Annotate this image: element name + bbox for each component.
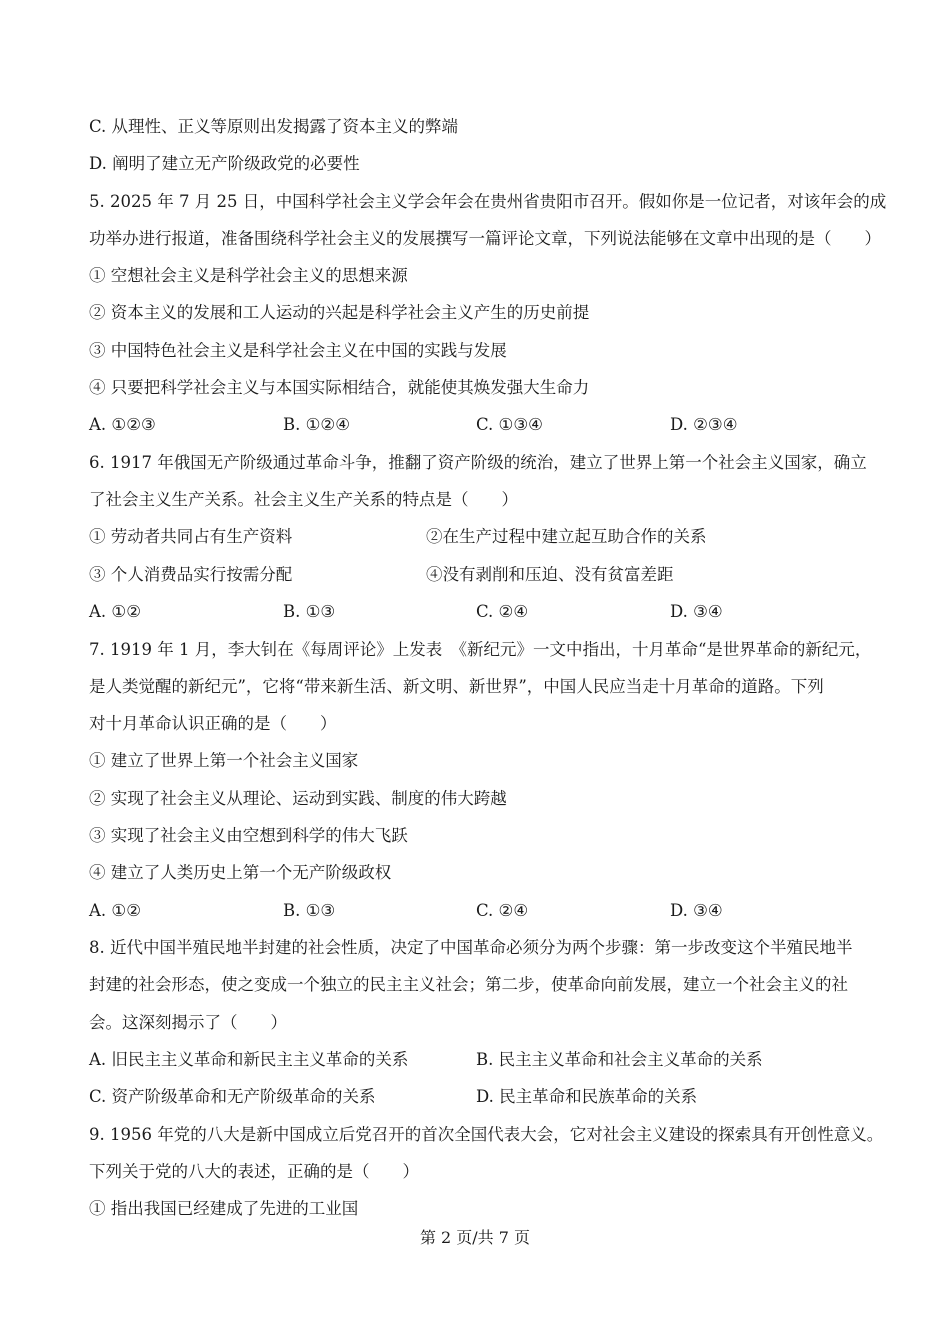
q6-statement-3: ③ 个人消费品实行按需分配	[89, 565, 293, 584]
q8-choice-c: C. 资产阶级革命和无产阶级革命的关系	[89, 1087, 376, 1106]
q4-option-c: C. 从理性、正义等原则出发揭露了资本主义的弊端	[89, 117, 459, 136]
q5-choice-b: B. ①②④	[283, 415, 350, 434]
q7-stem-line3: 对十月革命认识正确的是（ ）	[89, 714, 337, 733]
q8-stem-line2: 封建的社会形态，使之变成一个独立的民主主义社会；第二步，使革命向前发展，建立一个社会主义的社	[89, 975, 848, 994]
q6-statement-1: ① 劳动者共同占有生产资料	[89, 527, 293, 546]
q8-choice-b: B. 民主主义革命和社会主义革命的关系	[476, 1050, 763, 1069]
q7-statement-2: ② 实现了社会主义从理论、运动到实践、制度的伟大跨越	[89, 789, 507, 808]
q5-stem-line2: 功举办进行报道，准备围绕科学社会主义的发展撰写一篇评论文章，下列说法能够在文章中出现的是（ ）	[89, 229, 881, 248]
q5-statement-1: ① 空想社会主义是科学社会主义的思想来源	[89, 266, 408, 285]
q6-stem-line1: 6. 1917 年俄国无产阶级通过革命斗争，推翻了资产阶级的统治，建立了世界上第一个社会主义国家，确立	[89, 453, 867, 472]
q7-stem-line1: 7. 1919 年 1 月，李大钊在《每周评论》上发表 《新纪元》一文中指出，十月革命“是世界革命的新纪元，	[89, 640, 872, 659]
q7-statement-4: ④ 建立了人类历史上第一个无产阶级政权	[89, 863, 392, 882]
q9-stem-line2: 下列关于党的八大的表述，正确的是（ ）	[89, 1162, 419, 1181]
q5-statement-4: ④ 只要把科学社会主义与本国实际相结合，就能使其焕发强大生命力	[89, 378, 590, 397]
q7-stem-line2: 是人类觉醒的新纪元”，它将“带来新生活、新文明、新世界”，中国人民应当走十月革命的道路。下列	[89, 677, 824, 696]
q8-stem-line1: 8. 近代中国半殖民地半封建的社会性质，决定了中国革命必须分为两个步骤：第一步改变这个半殖民地半	[89, 938, 853, 957]
q6-choice-b: B. ①③	[283, 602, 336, 621]
q8-choice-d: D. 民主革命和民族革命的关系	[476, 1087, 698, 1106]
q5-statement-3: ③ 中国特色社会主义是科学社会主义在中国的实践与发展	[89, 341, 507, 360]
q9-stem-line1: 9. 1956 年党的八大是新中国成立后党召开的首次全国代表大会，它对社会主义建设的探索具有开创性意义。	[89, 1125, 884, 1144]
q8-stem-line3: 会。这深刻揭示了（ ）	[89, 1013, 287, 1032]
q6-choice-d: D. ③④	[670, 602, 723, 621]
page-number: 第 2 页/共 7 页	[419, 1228, 531, 1247]
q4-option-d: D. 阐明了建立无产阶级政党的必要性	[89, 154, 360, 173]
q7-statement-1: ① 建立了世界上第一个社会主义国家	[89, 751, 359, 770]
q7-choice-a: A. ①②	[89, 901, 141, 920]
q5-statement-2: ② 资本主义的发展和工人运动的兴起是科学社会主义产生的历史前提	[89, 303, 590, 322]
q9-statement-1: ① 指出我国已经建成了先进的工业国	[89, 1199, 359, 1218]
q6-choice-c: C. ②④	[476, 602, 529, 621]
q5-choice-a: A. ①②③	[89, 415, 156, 434]
q6-stem-line2: 了社会主义生产关系。社会主义生产关系的特点是（ ）	[89, 490, 518, 509]
q6-statement-2: ②在生产过程中建立起互助合作的关系	[426, 527, 707, 546]
q6-choice-a: A. ①②	[89, 602, 141, 621]
q7-choice-d: D. ③④	[670, 901, 723, 920]
q7-choice-c: C. ②④	[476, 901, 529, 920]
q7-choice-b: B. ①③	[283, 901, 336, 920]
q6-statement-4: ④没有剥削和压迫、没有贫富差距	[426, 565, 674, 584]
q5-stem-line1: 5. 2025 年 7 月 25 日，中国科学社会主义学会年会在贵州省贵阳市召开。假如你是一位记者，对该年会的成	[89, 192, 887, 211]
q5-choice-d: D. ②③④	[670, 415, 738, 434]
q5-choice-c: C. ①③④	[476, 415, 543, 434]
q8-choice-a: A. 旧民主主义革命和新民主主义革命的关系	[89, 1050, 409, 1069]
q7-statement-3: ③ 实现了社会主义由空想到科学的伟大飞跃	[89, 826, 408, 845]
